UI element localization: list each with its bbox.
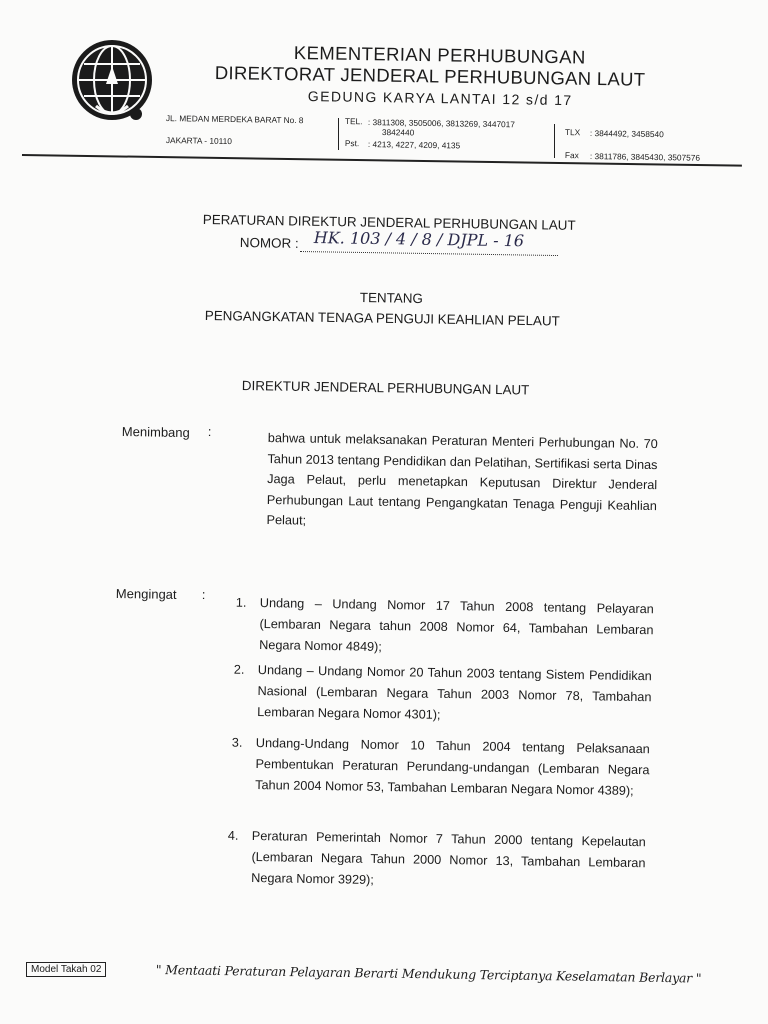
nomor-handwritten: HK. 103 / 4 / 8 / DJPL - 16	[313, 228, 525, 251]
list-item	[231, 733, 650, 802]
list-item-number: 2.	[233, 662, 245, 677]
tel-value-2: 3842440	[381, 127, 415, 138]
nomor-label: NOMOR :	[239, 235, 299, 251]
list-item	[235, 593, 654, 662]
pst-label: Pst.	[344, 138, 360, 149]
address-street: JL. MEDAN MERDEKA BARAT No. 8	[165, 113, 304, 126]
fax-value: : 3811786, 3845430, 3507576	[589, 151, 701, 163]
divider	[554, 124, 555, 158]
tel-label: TEL.	[344, 116, 363, 127]
letterhead-ministry: KEMENTERIAN PERHUBUNGAN	[293, 42, 586, 68]
fax-label: Fax	[564, 150, 579, 161]
menimbang-text: bahwa untuk melaksanakan Peraturan Menteri Perhubungan No. 70 Tahun 2013 tentang Pendidikan dan Pelatihan, Sertifikasi serta Dinas Jaga Pelaut, perlu menetapkan Keputusan Direktur Jenderal Perhubungan Laut tentang Pengangkatan Tenaga Penguji Keahlian Pelaut;	[266, 430, 658, 528]
model-takah-box: Model Takah 02	[26, 962, 106, 977]
list-item-text: Undang-Undang Nomor 10 Tahun 2004 tentang Pelaksanaan Pembentukan Peraturan Perundang-undangan (Lembaran Negara Tahun 2004 Nomor 53, Tambahan Lembaran Negara Nomor 4389);	[255, 735, 650, 798]
letterhead-directorate: DIREKTORAT JENDERAL PERHUBUNGAN LAUT	[214, 62, 646, 90]
issuer-title: DIREKTUR JENDERAL PERHUBUNGAN LAUT	[241, 378, 530, 398]
tel-value: : 3811308, 3505006, 3813269, 3447017	[367, 117, 516, 130]
nomor-dotted-line	[300, 251, 558, 256]
footer-motto: " Mentaati Peraturan Pelayaran Berarti Mendukung Terciptanya Keselamatan Berlayar "	[155, 962, 702, 986]
regulation-title: PERATURAN DIREKTUR JENDERAL PERHUBUNGAN LAUT	[202, 212, 576, 233]
list-item-text: Undang – Undang Nomor 17 Tahun 2008 tentang Pelayaran (Lembaran Negara tahun 2008 Nomor 64, Tambahan Lembaran Negara Nomor 4849);	[259, 595, 654, 654]
ministry-emblem-icon	[66, 36, 158, 128]
list-item	[233, 660, 652, 729]
menimbang-label: Menimbang	[121, 424, 190, 441]
list-item-number: 1.	[235, 595, 247, 610]
menimbang-colon: :	[207, 424, 212, 440]
tentang-heading: TENTANG	[359, 290, 423, 306]
pst-value: : 4213, 4227, 4209, 4135	[367, 139, 461, 151]
list-item-number: 3.	[231, 735, 243, 750]
list-item-text: Peraturan Pemerintah Nomor 7 Tahun 2000 tentang Kepelautan (Lembaran Negara Tahun 2000 Nomor 13, Tambahan Lembaran Negara Nomor 3929);	[251, 828, 646, 887]
address-city: JAKARTA - 10110	[165, 135, 232, 147]
list-item-number: 4.	[227, 828, 239, 843]
mengingat-label: Mengingat	[115, 586, 177, 602]
tlx-value: : 3844492, 3458540	[589, 128, 664, 140]
list-item	[227, 826, 646, 895]
divider	[338, 118, 339, 150]
mengingat-colon: :	[201, 587, 206, 603]
letterhead-building: GEDUNG KARYA LANTAI 12 s/d 17	[307, 88, 573, 109]
list-item-text: Undang – Undang Nomor 20 Tahun 2003 tentang Sistem Pendidikan Nasional (Lembaran Negara Tahun 2003 Nomor 78, Tambahan Lembaran Negara Nomor 4301);	[257, 662, 652, 722]
regulation-subject: PENGANGKATAN TENAGA PENGUJI KEAHLIAN PELAUT	[204, 308, 560, 329]
tlx-label: TLX	[564, 127, 581, 138]
